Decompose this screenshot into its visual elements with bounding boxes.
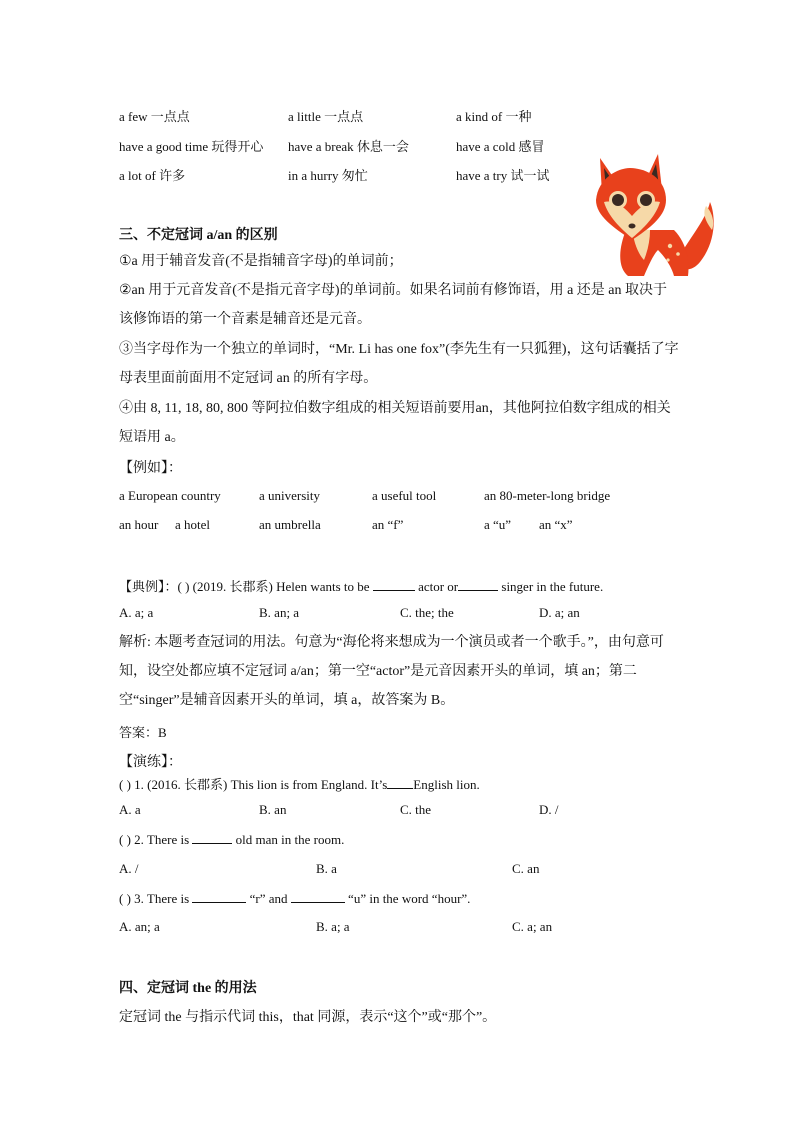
example-item: a university [259,488,321,503]
question-text: “r” and [249,891,288,906]
practice-question-3 [119,890,470,907]
section4-title: 四、定冠词 the 的用法 [119,981,257,996]
example-item: a useful tool [372,488,437,503]
phrase-a-lot-of: a lot of 许多 [119,168,186,183]
q3-option-a: A. an; a [119,919,160,934]
typical-analysis: 解析: 本题考查冠词的用法。句意为“海伦将来想成为一个演员或者一个歌手。”，由句意可知，设空处都应填不定冠词 a/an；第一空“actor”是元音因素开头的单词，填 an；第二空“singer”是辅音因素开头的单词，填 a，故答案为 B。 [119,635,664,708]
phrase-have-a-try: have a try 试一试 [456,168,550,183]
section3-rule-3: ③当字母作为一个独立的单词时，“Mr. Li has one fox”(李先生有一只狐狸)，这句话囊括了字母表里面前面用不定冠词 an 的所有字母。 [119,342,679,386]
typical-question-mid: actor or [418,579,459,594]
phrase-have-a-break: have a break 休息一会 [288,139,409,154]
question-text: ( ) 3. There is [119,891,190,906]
q1-option-b: B. an [259,802,287,817]
phrase-have-a-cold: have a cold 感冒 [456,139,545,154]
phrase-a-kind-of: a kind of 一种 [456,109,532,124]
question-text: ( ) 2. There is [119,832,190,847]
answer-blank[interactable] [373,578,415,591]
phrase-a-few: a few 一点点 [119,109,190,124]
typical-option-a: A. a; a [119,605,154,620]
section3-rule-2: ②an 用于元音发音(不是指元音字母)的单词前。如果名词前有修饰语，用 a 还是 an 取决于该修饰语的第一个音素是辅音还是元音。 [119,283,668,327]
q1-option-c: C. the [400,802,432,817]
q2-option-c: C. an [512,861,540,876]
practice-question-1 [119,774,480,793]
example-item: an hour [119,517,159,532]
typical-option-c: C. the; the [400,605,454,620]
question-text: old man in the room. [235,832,345,847]
typical-question-end: singer in the future. [501,579,604,594]
phrase-have-a-good-time: have a good time 玩得开心 [119,139,264,154]
q3-option-b: B. a; a [316,919,350,934]
example-item: an umbrella [259,517,321,532]
q2-option-a: A. / [119,861,139,876]
practice-question-2 [119,831,344,848]
practice-label: 【演练】： [119,755,182,770]
question-text: “u” in the word “hour”. [348,891,471,906]
section3-rule-4: ④由 8, 11, 18, 80, 800 等阿拉伯数字组成的相关短语前要用an，其他阿拉伯数字组成的相关短语用 a。 [119,401,671,445]
q2-option-b: B. a [316,861,337,876]
answer-blank[interactable] [192,831,232,844]
example-item: an “x” [539,517,573,532]
question-text: ( ) 1. (2016. 长郡系) This lion is from England. It’s [119,777,388,792]
q1-option-a: A. a [119,802,141,817]
example-item: a hotel [175,517,211,532]
typical-option-d: D. a; an [539,605,580,620]
section3-title: 三、不定冠词 a/an 的区别 [119,228,278,243]
q3-option-c: C. a; an [512,919,553,934]
q1-option-d: D. / [539,802,559,817]
section4-text: 定冠词 the 与指示代词 this，that 同源，表示“这个”或“那个”。 [119,1010,497,1025]
typical-answer: 答案：B [119,725,167,740]
typical-question [119,576,603,595]
question-text: English lion. [413,777,480,792]
section3-rule-1: ①a 用于辅音发音(不是指辅音字母)的单词前； [119,254,403,269]
typical-question-lead: 【典例】：( ) (2019. 长郡系) Helen wants to be [119,579,370,594]
phrase-a-little: a little 一点点 [288,109,364,124]
example-label: 【例如】： [119,461,182,476]
phrase-in-a-hurry: in a hurry 匆忙 [288,168,368,183]
example-item: an 80-meter-long bridge [484,488,611,503]
example-item: a “u” [484,517,512,532]
answer-blank[interactable] [192,890,246,903]
answer-blank[interactable] [387,776,413,789]
answer-blank[interactable] [458,578,498,591]
typical-option-b: B. an; a [259,605,300,620]
answer-blank[interactable] [291,890,345,903]
example-item: an “f” [372,517,404,532]
example-item: a European country [119,488,221,503]
